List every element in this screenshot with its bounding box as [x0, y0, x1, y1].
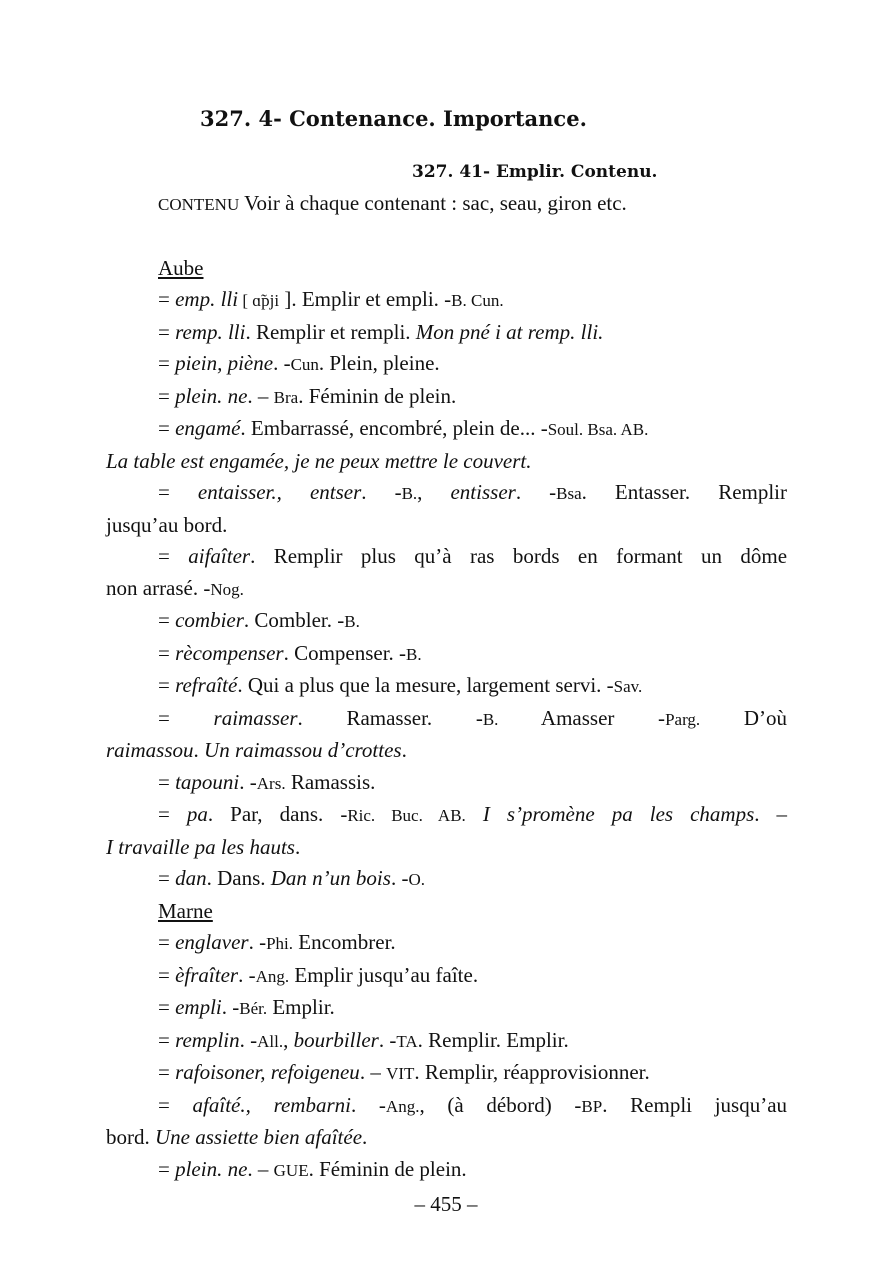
entry: = piein, piène. -Cun. Plein, pleine.: [158, 351, 440, 375]
entry: = englaver. -Phi. Encombrer.: [158, 930, 396, 954]
spacer: [106, 221, 787, 253]
entry-continuation: raimassou. Un raimassou d’crottes.: [106, 738, 407, 762]
entry: = aifaîter. Remplir plus qu’à ras bords en formant un dôme: [158, 544, 788, 568]
subsection-heading: 327. 41- Emplir. Contenu.: [412, 162, 658, 182]
entry: = emp. lli [ ɑ̃pji ]. Emplir et empli. -B. Cun.: [158, 287, 504, 311]
entry: = plein. ne. – Bra. Féminin de plein.: [158, 383, 457, 408]
entry-continuation: non arrasé. -Nog.: [106, 575, 244, 600]
contenu-line: CONTENU Voir à chaque contenant : sac, seau, giron etc.: [158, 191, 627, 215]
entry-continuation: La table est engamée, je ne peux mettre le couvert.: [106, 448, 532, 473]
page-number: – 455 –: [414, 1192, 478, 1216]
section-heading: 327. 4- Contenance. Importance.: [200, 106, 587, 131]
entry: = empli. -Bér. Emplir.: [158, 995, 335, 1019]
entry: = rècompenser. Compenser. -B.: [158, 640, 422, 665]
entry: = dan. Dans. Dan n’un bois. -O.: [158, 866, 425, 890]
entry: = remplin. -All., bourbiller. -TA. Remplir. Emplir.: [158, 1027, 569, 1052]
section-title-marne: Marne: [158, 898, 213, 923]
entry: = afaîté., rembarni. -Ang., (à débord) -BP. Rempli jusqu’au: [158, 1092, 788, 1117]
entry: = entaisser., entser. -B., entisser. -Bsa. Entasser. Remplir: [158, 480, 788, 504]
entry: = pa. Par, dans. -Ric. Buc. AB. I s’promène pa les champs. –: [158, 802, 788, 826]
entry: = combier. Combler. -B.: [158, 608, 360, 632]
entry: = plein. ne. – GUE. Féminin de plein.: [158, 1156, 467, 1181]
entry: = rafoisoner, refoigeneu. – VIT. Remplir, réapprovisionner.: [158, 1060, 650, 1084]
entry-continuation: I travaille pa les hauts.: [106, 834, 301, 859]
entry: = èfraîter. -Ang. Emplir jusqu’au faîte.: [158, 962, 479, 987]
body-text: [106, 188, 787, 1186]
entry-continuation: bord. Une assiette bien afaîtée.: [106, 1125, 368, 1149]
entry: = refraîté. Qui a plus que la mesure, largement servi. -Sav.: [158, 673, 643, 697]
entry: = raimasser. Ramasser. -B. Amasser -Parg. D’où: [158, 705, 787, 730]
entry: = remp. lli. Remplir et rempli. Mon pné i at remp. lli.: [158, 319, 604, 344]
entry-continuation: jusqu’au bord.: [106, 512, 228, 537]
section-title-aube: Aube: [158, 255, 204, 280]
entry: = tapouni. -Ars. Ramassis.: [158, 769, 376, 794]
entry: = engamé. Embarrassé, encombré, plein de... -Soul. Bsa. AB.: [158, 416, 649, 440]
